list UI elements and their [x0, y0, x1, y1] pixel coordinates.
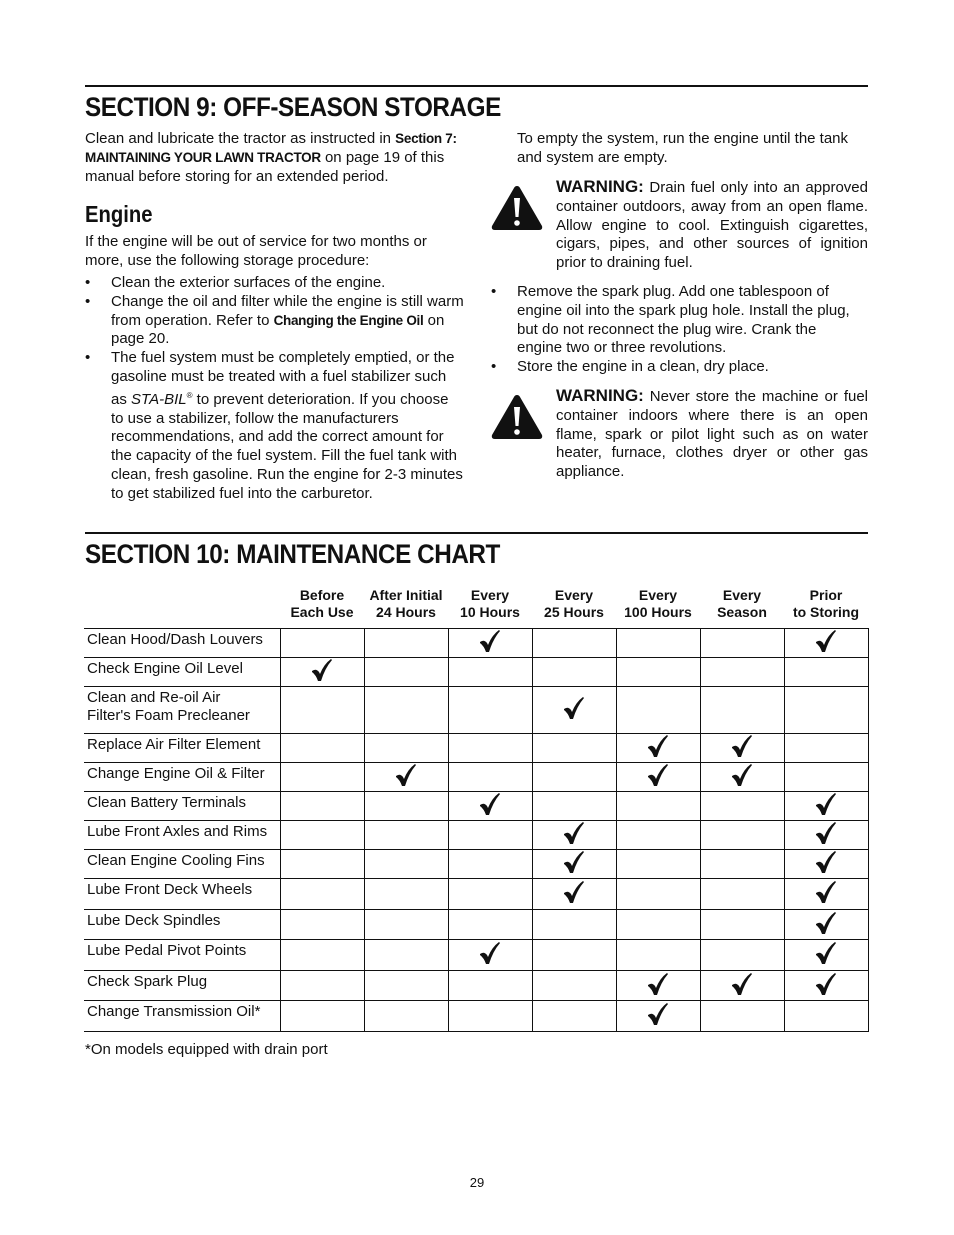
- interval-cell: [784, 763, 868, 792]
- interval-cell: [448, 850, 532, 879]
- interval-cell: [532, 734, 616, 763]
- table-row: [84, 687, 868, 734]
- table-row: [84, 940, 868, 971]
- engine-intro: If the engine will be out of service for two months or more, use the following storage procedure:: [85, 233, 427, 269]
- interval-cell: [532, 971, 616, 1001]
- section7-reference: Section 7: MAINTAINING YOUR LAWN TRACTOR: [85, 131, 457, 165]
- warning-triangle-icon: [490, 393, 544, 441]
- interval-cell: [532, 763, 616, 792]
- interval-column-header: Every Season: [717, 587, 767, 620]
- oil-change-reference: Changing the Engine Oil: [273, 312, 424, 328]
- task-cell: Clean Hood/Dash Louvers: [84, 629, 280, 658]
- table-row: [84, 971, 868, 1001]
- interval-cell: [448, 792, 532, 821]
- checkmark-icon: [479, 941, 501, 965]
- interval-cell: [364, 658, 448, 687]
- task-cell: Clean Battery Terminals: [84, 792, 280, 821]
- interval-cell: [616, 734, 700, 763]
- interval-cell: [448, 734, 532, 763]
- task-cell: Change Transmission Oil*: [84, 1001, 280, 1032]
- interval-cell: [532, 879, 616, 910]
- table-row: [84, 629, 868, 658]
- interval-cell: [700, 792, 784, 821]
- checkmark-icon: [815, 880, 837, 904]
- interval-cell: [616, 629, 700, 658]
- task-cell: Lube Pedal Pivot Points: [84, 940, 280, 971]
- interval-cell: [280, 629, 364, 658]
- interval-cell: [784, 687, 868, 734]
- interval-cell: [364, 850, 448, 879]
- interval-cell: [448, 1001, 532, 1032]
- interval-cell: [280, 763, 364, 792]
- list-item: • Clean the exterior surfaces of the engine.: [85, 274, 386, 291]
- warning-label: WARNING:: [556, 386, 644, 405]
- interval-cell: [448, 658, 532, 687]
- interval-cell: [448, 879, 532, 910]
- interval-cell: [280, 734, 364, 763]
- interval-cell: [448, 629, 532, 658]
- engine-storage-steps: [85, 274, 465, 504]
- interval-cell: [280, 821, 364, 850]
- interval-cell: [532, 658, 616, 687]
- checkmark-icon: [731, 972, 753, 996]
- list-item: • Change the oil and filter while the engine is still warm from operation. Refer to Changing the Engine Oil on page 20.: [85, 292, 464, 348]
- checkmark-icon: [815, 972, 837, 996]
- checkmark-icon: [479, 629, 501, 653]
- interval-cell: [784, 910, 868, 940]
- list-item: • Store the engine in a clean, dry place.: [491, 358, 769, 376]
- checkmark-icon: [647, 1002, 669, 1026]
- interval-cell: [784, 792, 868, 821]
- interval-cell: [364, 734, 448, 763]
- section10-title: SECTION 10: MAINTENANCE CHART: [85, 539, 500, 569]
- section9-title: SECTION 9: OFF-SEASON STORAGE: [85, 92, 501, 122]
- interval-cell: [616, 850, 700, 879]
- interval-cell: [448, 910, 532, 940]
- interval-cell: [700, 940, 784, 971]
- interval-cell: [616, 910, 700, 940]
- task-cell: Clean Engine Cooling Fins: [84, 850, 280, 879]
- interval-cell: [280, 1001, 364, 1032]
- checkmark-icon: [479, 792, 501, 816]
- checkmark-icon: [311, 658, 333, 682]
- task-cell: Lube Front Deck Wheels: [84, 879, 280, 910]
- checkmark-icon: [815, 911, 837, 935]
- interval-cell: [532, 1001, 616, 1032]
- warning-indoor-storage: WARNING: Never store the machine or fuel container indoors where there is an open flame, spark or pilot light such as on water heater, furnace, clothes dryer or other gas appliance.: [556, 386, 868, 481]
- interval-cell: [784, 1001, 868, 1032]
- interval-column-header: Every 25 Hours: [544, 587, 604, 620]
- interval-cell: [616, 821, 700, 850]
- checkmark-icon: [815, 792, 837, 816]
- task-column-header: [84, 587, 280, 629]
- task-cell: Check Spark Plug: [84, 971, 280, 1001]
- table-row: [84, 658, 868, 687]
- table-row: [84, 792, 868, 821]
- task-cell: Change Engine Oil & Filter: [84, 763, 280, 792]
- interval-cell: [532, 821, 616, 850]
- interval-cell: [532, 687, 616, 734]
- interval-cell: [700, 879, 784, 910]
- interval-column-header: Every 100 Hours: [624, 587, 692, 620]
- interval-cell: [532, 910, 616, 940]
- checkmark-icon: [563, 880, 585, 904]
- engine-storage-steps-continued: [491, 283, 863, 377]
- checkmark-icon: [815, 850, 837, 874]
- interval-cell: [700, 734, 784, 763]
- engine-heading: Engine: [85, 201, 153, 227]
- checkmark-icon: [395, 763, 417, 787]
- interval-cell: [700, 910, 784, 940]
- interval-cell: [364, 971, 448, 1001]
- checkmark-icon: [647, 734, 669, 758]
- interval-cell: [280, 910, 364, 940]
- task-cell: Check Engine Oil Level: [84, 658, 280, 687]
- interval-cell: [700, 763, 784, 792]
- task-cell: Lube Front Axles and Rims: [84, 821, 280, 850]
- interval-cell: [616, 687, 700, 734]
- warning-label: WARNING:: [556, 177, 644, 196]
- interval-cell: [700, 687, 784, 734]
- interval-cell: [364, 910, 448, 940]
- chart-header-row: [84, 587, 868, 629]
- task-cell: Replace Air Filter Element: [84, 734, 280, 763]
- checkmark-icon: [731, 763, 753, 787]
- interval-cell: [784, 940, 868, 971]
- interval-cell: [364, 1001, 448, 1032]
- table-row: [84, 1001, 868, 1032]
- maintenance-chart: [84, 587, 869, 1032]
- checkmark-icon: [815, 941, 837, 965]
- interval-cell: [700, 629, 784, 658]
- interval-cell: [280, 940, 364, 971]
- interval-cell: [448, 971, 532, 1001]
- interval-cell: [616, 971, 700, 1001]
- checkmark-icon: [731, 734, 753, 758]
- interval-cell: [616, 763, 700, 792]
- interval-cell: [616, 792, 700, 821]
- interval-column-header: Prior to Storing: [792, 587, 860, 620]
- interval-column-header: After Initial 24 Hours: [369, 587, 443, 620]
- interval-cell: [364, 687, 448, 734]
- interval-cell: [784, 971, 868, 1001]
- interval-cell: [784, 734, 868, 763]
- table-row: [84, 821, 868, 850]
- checkmark-icon: [563, 821, 585, 845]
- table-row: [84, 850, 868, 879]
- interval-cell: [616, 1001, 700, 1032]
- interval-cell: [364, 940, 448, 971]
- task-cell: Lube Deck Spindles: [84, 910, 280, 940]
- interval-cell: [784, 821, 868, 850]
- table-row: [84, 763, 868, 792]
- interval-cell: [364, 763, 448, 792]
- interval-cell: [448, 763, 532, 792]
- interval-cell: [448, 821, 532, 850]
- interval-cell: [616, 940, 700, 971]
- interval-cell: [700, 658, 784, 687]
- table-row: [84, 734, 868, 763]
- interval-cell: [448, 687, 532, 734]
- interval-cell: [448, 940, 532, 971]
- interval-cell: [532, 850, 616, 879]
- interval-cell: [364, 629, 448, 658]
- interval-cell: [364, 792, 448, 821]
- checkmark-icon: [563, 696, 585, 720]
- interval-cell: [784, 850, 868, 879]
- interval-cell: [364, 879, 448, 910]
- section9-top-rule: [85, 85, 868, 87]
- interval-cell: [532, 792, 616, 821]
- interval-cell: [280, 658, 364, 687]
- interval-cell: [280, 879, 364, 910]
- interval-column-header: Before Each Use: [290, 587, 354, 620]
- list-item: • Remove the spark plug. Add one tablespoon of engine oil into the spark plug hole. Install the plug, but do not reconnect the plug wire. Crank the engine two or three revolutions.: [491, 283, 850, 357]
- table-row: [84, 910, 868, 940]
- stabilizer-brand: STA-BIL: [131, 390, 187, 408]
- interval-cell: [532, 629, 616, 658]
- list-item: • The fuel system must be completely emptied, or the gasoline must be treated with a fuel stabilizer such as STA-BIL® to prevent deterioration. If you choose to use a stabilizer, follow the manufacturers recommendations, and add the correct amount for the capacity of the fuel system. Fill the fuel tank with clean, fresh gasoline. Run the engine for 2-3 minutes to get stabilized fuel into the carburetor.: [85, 349, 463, 502]
- interval-cell: [532, 940, 616, 971]
- checkmark-icon: [647, 972, 669, 996]
- chart-footnote: *On models equipped with drain port: [85, 1041, 328, 1058]
- interval-cell: [280, 687, 364, 734]
- interval-cell: [616, 879, 700, 910]
- interval-cell: [700, 850, 784, 879]
- interval-cell: [700, 971, 784, 1001]
- section9-intro: Clean and lubricate the tractor as instructed in Section 7: MAINTAINING YOUR LAWN TRACTOR on page 19 of this manual before storing for an extended period.: [85, 130, 457, 185]
- warning-drain-fuel: WARNING: Drain fuel only into an approved container outdoors, away from an open flame. Allow engine to cool. Extinguish cigarettes, cigars, pipes, and other sources of ignition prior to draining fuel.: [556, 177, 868, 272]
- interval-cell: [280, 971, 364, 1001]
- table-row: [84, 879, 868, 910]
- checkmark-icon: [815, 629, 837, 653]
- interval-cell: [784, 879, 868, 910]
- checkmark-icon: [815, 821, 837, 845]
- page-number: 29: [469, 1175, 485, 1190]
- warning-triangle-icon: [490, 184, 544, 232]
- task-cell: Clean and Re-oil Air Filter's Foam Precleaner: [84, 687, 280, 734]
- interval-column-header: Every 10 Hours: [460, 587, 520, 620]
- checkmark-icon: [647, 763, 669, 787]
- chart-body: [84, 629, 868, 1032]
- interval-cell: [280, 792, 364, 821]
- empty-system-text: To empty the system, run the engine until the tank and system are empty.: [517, 130, 849, 166]
- checkmark-icon: [563, 850, 585, 874]
- interval-cell: [700, 821, 784, 850]
- interval-cell: [700, 1001, 784, 1032]
- interval-cell: [280, 850, 364, 879]
- interval-cell: [364, 821, 448, 850]
- interval-cell: [784, 658, 868, 687]
- interval-cell: [616, 658, 700, 687]
- section10-top-rule: [85, 532, 868, 534]
- interval-cell: [784, 629, 868, 658]
